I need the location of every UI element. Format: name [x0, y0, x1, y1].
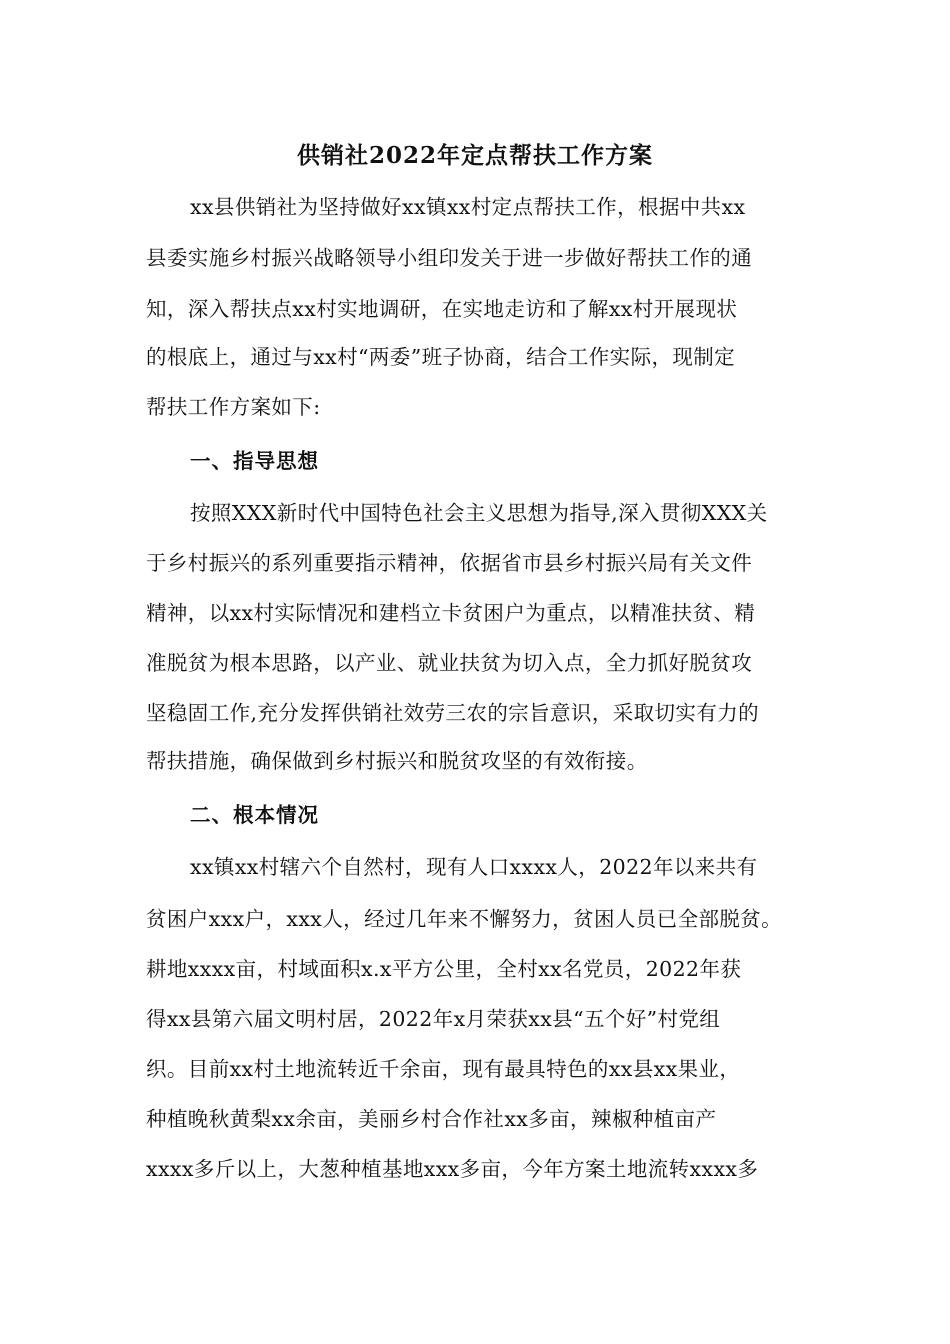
intro-line-3: 知，深入帮扶点xx村实地调研，在实地走访和了解xx村开展现状	[146, 297, 738, 321]
section1-line-6: 帮扶措施，确保做到乡村振兴和脱贫攻坚的有效衔接。	[146, 749, 648, 773]
section2-line-5: 织。目前xx村土地流转近千余亩，现有最具特色的xx县xx果业，	[146, 1057, 741, 1081]
section-heading-guiding-thought: 一、指导思想	[190, 449, 319, 473]
section-heading-basic-situation: 二、根本情况	[190, 803, 319, 827]
document-title: 供销社2022年定点帮扶工作方案	[296, 142, 653, 169]
intro-line-5: 帮扶工作方案如下:	[146, 395, 321, 419]
section1-line-2: 于乡村振兴的系列重要指示精神，依据省市县乡村振兴局有关文件	[146, 551, 753, 575]
section2-line-4: 得xx县第六届文明村居，2022年x月荣获xx县“五个好”村党组	[146, 1007, 721, 1031]
intro-line-1: xx县供销社为坚持做好xx镇xx村定点帮扶工作，根据中共xx	[190, 195, 746, 219]
section2-line-1: xx镇xx村辖六个自然村，现有人口xxxx人，2022年以来共有	[190, 855, 758, 879]
section1-line-1: 按照XXX新时代中国特色社会主义思想为指导,深入贯彻XXX关	[190, 501, 768, 525]
section2-line-3: 耕地xxxx亩，村域面积x.x平方公里，全村xx名党员，2022年获	[146, 957, 742, 981]
intro-line-2: 县委实施乡村振兴战略领导小组印发关于进一步做好帮扶工作的通	[146, 246, 753, 270]
section1-line-5: 坚稳固工作,充分发挥供销社效劳三农的宗旨意识，采取切实有力的	[146, 701, 760, 725]
section2-line-7: xxxx多斤以上，大葱种植基地xxx多亩，今年方案土地流转xxxx多	[146, 1157, 759, 1181]
section1-line-4: 准脱贫为根本思路，以产业、就业扶贫为切入点，全力抓好脱贫攻	[146, 651, 753, 675]
section2-line-2: 贫困户xxx户，xxx人，经过几年来不懈努力，贫困人员已全部脱贫。	[146, 907, 783, 931]
section2-line-6: 种植晚秋黄梨xx余亩，美丽乡村合作社xx多亩，辣椒种植亩产	[146, 1107, 717, 1131]
intro-line-4: 的根底上，通过与xx村“两委”班子协商，结合工作实际，现制定	[146, 345, 736, 369]
section1-line-3: 精神，以xx村实际情况和建档立卡贫困户为重点，以精准扶贫、精	[146, 601, 756, 625]
